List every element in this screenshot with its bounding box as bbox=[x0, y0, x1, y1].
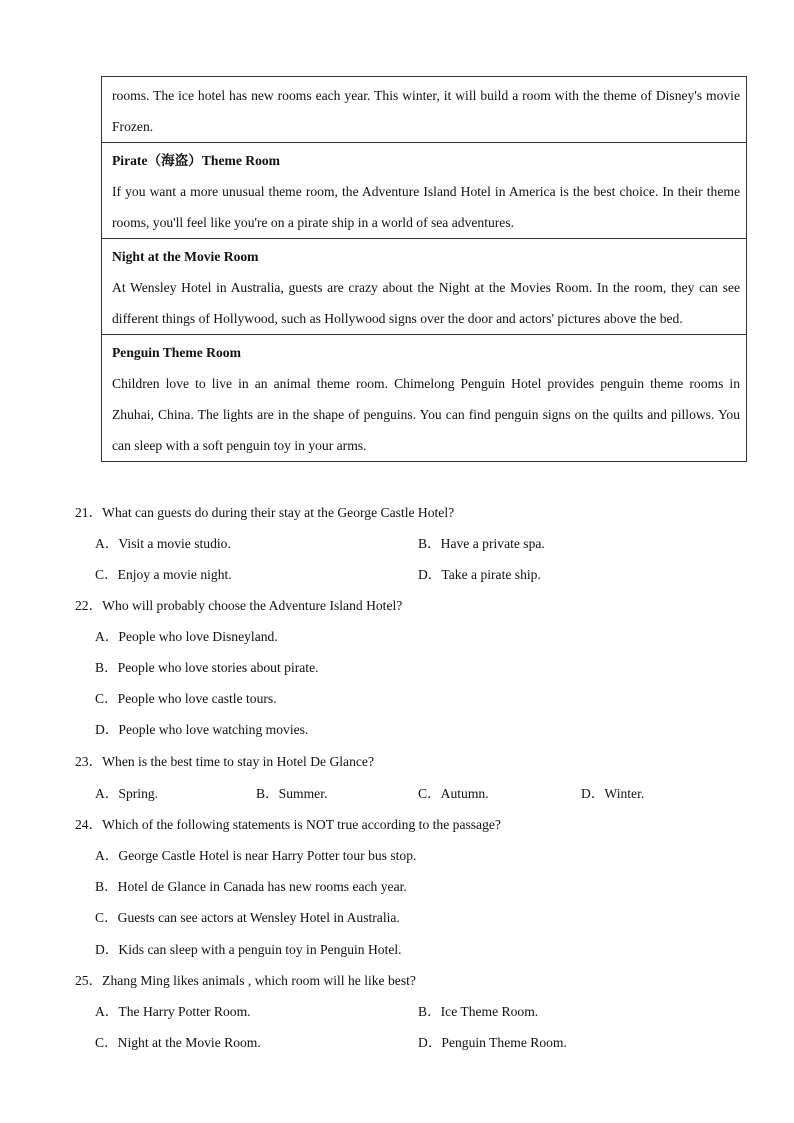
question-25-option-b: B．Ice Theme Room. bbox=[418, 1004, 539, 1019]
question-24-option-d: D．Kids can sleep with a penguin toy in Penguin Hotel. bbox=[95, 942, 402, 957]
passage-cell-ice-hotel bbox=[102, 77, 746, 142]
passage-cell-title: Pirate（海盗）Theme Room bbox=[112, 153, 280, 168]
question-22-option-a: A．People who love Disneyland. bbox=[95, 629, 278, 644]
question-22-option-d: D．People who love watching movies. bbox=[95, 722, 309, 737]
question-21-option-b: B．Have a private spa. bbox=[418, 536, 545, 551]
question-24-stem: 24．Which of the following statements is NOT true according to the passage? bbox=[75, 817, 501, 832]
passage-cell-title: Night at the Movie Room bbox=[112, 249, 259, 264]
question-24-option-a: A．George Castle Hotel is near Harry Potter tour bus stop. bbox=[95, 848, 417, 863]
question-25-option-c: C．Night at the Movie Room. bbox=[95, 1035, 261, 1050]
passage-cell-penguin-room bbox=[102, 334, 746, 461]
passage-cell-movie-room bbox=[102, 238, 746, 334]
question-24-option-c: C．Guests can see actors at Wensley Hotel in Australia. bbox=[95, 910, 400, 925]
passage-cell-pirate-room bbox=[102, 142, 746, 238]
question-25-option-d: D．Penguin Theme Room. bbox=[418, 1035, 567, 1050]
question-25-stem: 25．Zhang Ming likes animals , which room will he like best? bbox=[75, 973, 416, 988]
question-24-option-b: B．Hotel de Glance in Canada has new rooms each year. bbox=[95, 879, 407, 894]
question-23-option-a: A．Spring. bbox=[95, 786, 159, 801]
question-23-option-c: C．Autumn. bbox=[418, 786, 489, 801]
question-22-option-c: C．People who love castle tours. bbox=[95, 691, 277, 706]
question-23-option-b: B．Summer. bbox=[256, 786, 328, 801]
passage-cell-body: Children love to live in an animal theme room. Chimelong Penguin Hotel provides penguin theme rooms in Zhuhai, China. The lights are in the shape of penguins. You can find penguin signs on the quilts and pillows. You can sleep with a soft penguin toy in your arms. bbox=[112, 376, 740, 453]
question-23-stem: 23．When is the best time to stay in Hotel De Glance? bbox=[75, 754, 374, 769]
passage-cell-body: At Wensley Hotel in Australia, guests are crazy about the Night at the Movies Room. In the room, they can see different things of Hollywood, such as Hollywood signs over the door and actors' pictures above the bed. bbox=[112, 280, 740, 326]
question-22-stem: 22．Who will probably choose the Adventure Island Hotel? bbox=[75, 598, 403, 613]
question-22-option-b: B．People who love stories about pirate. bbox=[95, 660, 319, 675]
question-21-option-a: A．Visit a movie studio. bbox=[95, 536, 231, 551]
question-23-option-d: D．Winter. bbox=[581, 786, 645, 801]
question-21-option-d: D．Take a pirate ship. bbox=[418, 567, 541, 582]
passage-table bbox=[101, 76, 747, 462]
question-25-option-a: A．The Harry Potter Room. bbox=[95, 1004, 251, 1019]
question-21-stem: 21．What can guests do during their stay at the George Castle Hotel? bbox=[75, 505, 455, 520]
passage-cell-title: Penguin Theme Room bbox=[112, 345, 241, 360]
passage-cell-body: rooms. The ice hotel has new rooms each year. This winter, it will build a room with the theme of Disney's movie Frozen. bbox=[112, 88, 740, 134]
question-21-option-c: C．Enjoy a movie night. bbox=[95, 567, 232, 582]
passage-cell-body: If you want a more unusual theme room, the Adventure Island Hotel in America is the best choice. In their theme rooms, you'll feel like you're on a pirate ship in a world of sea adventures. bbox=[112, 184, 740, 230]
